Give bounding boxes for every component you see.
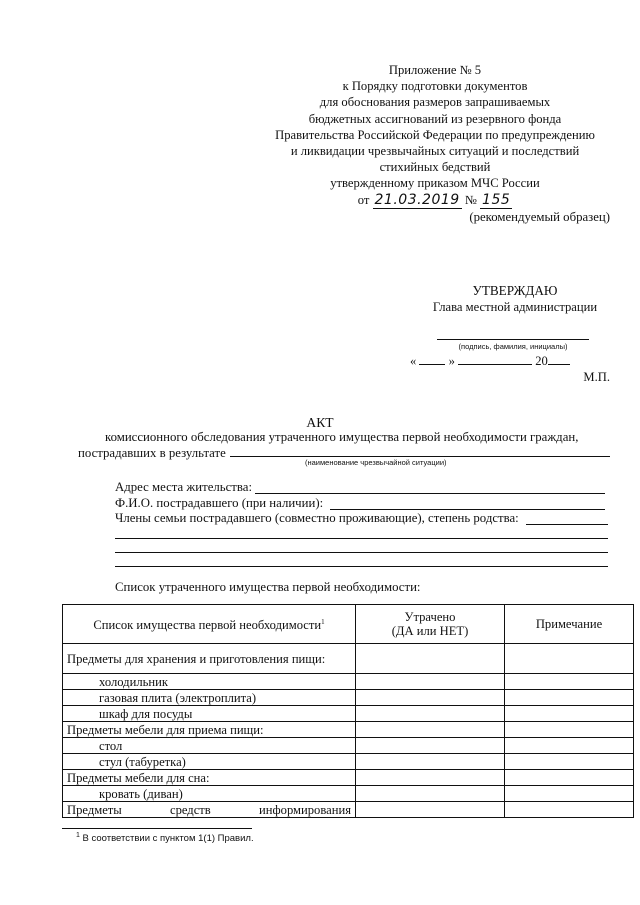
note-cell[interactable] <box>505 706 634 722</box>
row-label: холодильник <box>63 674 356 690</box>
quote-open: « <box>410 354 417 368</box>
row-label: стул (табуретка) <box>63 754 356 770</box>
lost-property-table <box>62 604 634 818</box>
list-title: Список утраченного имущества первой необходимости: <box>115 580 421 594</box>
note-cell[interactable] <box>505 674 634 690</box>
footnote-mark: 1 <box>76 832 80 839</box>
appendix-header <box>240 62 630 208</box>
address-label: Адрес места жительства: <box>115 480 252 494</box>
order-date: 21.03.2019 <box>374 191 460 208</box>
note-cell[interactable] <box>505 738 634 754</box>
number-prefix: № <box>464 192 477 207</box>
recommended-sample: (рекомендуемый образец) <box>469 210 610 224</box>
header-line: Приложение № 5 <box>388 63 482 77</box>
lost-cell[interactable] <box>356 706 505 722</box>
note-cell[interactable] <box>505 722 634 738</box>
header-note: Примечание <box>505 605 634 644</box>
table-row <box>63 738 634 754</box>
month-field[interactable] <box>458 353 532 365</box>
table-row <box>63 674 634 690</box>
year-prefix: 20 <box>535 354 548 368</box>
footnote <box>76 832 254 844</box>
note-cell[interactable] <box>505 754 634 770</box>
fio-field[interactable] <box>330 509 605 510</box>
act-subtitle-2: пострадавших в результате <box>78 446 226 460</box>
row-label: кровать (диван) <box>63 786 356 802</box>
order-number: 155 <box>482 191 511 208</box>
header-line: к Порядку подготовки документов <box>342 79 528 94</box>
family-label: Члены семьи пострадавшего (совместно проживающие), степень родства: <box>115 511 519 525</box>
day-field[interactable] <box>419 353 445 365</box>
footnote-ref: 1 <box>321 618 325 627</box>
approval-date-row <box>410 353 570 369</box>
table-row <box>63 722 634 738</box>
row-label: Предметы средств информирования <box>63 802 356 818</box>
footnote-text: В соответствии с пунктом 1(1) Правил. <box>82 833 254 845</box>
signature-line[interactable] <box>437 339 589 340</box>
lost-cell[interactable] <box>356 674 505 690</box>
order-date-line <box>358 192 513 208</box>
row-label: Предметы мебели для приема пищи: <box>63 722 356 738</box>
row-label: газовая плита (электроплита) <box>63 690 356 706</box>
header-line: для обоснования размеров запрашиваемых <box>319 95 551 110</box>
seal-place: М.П. <box>583 370 610 384</box>
header-line: и ликвидации чрезвычайных ситуаций и последствий <box>290 144 580 159</box>
table-row <box>63 644 634 674</box>
date-prefix: от <box>357 192 370 207</box>
note-cell[interactable] <box>505 770 634 786</box>
note-cell[interactable] <box>505 690 634 706</box>
signature-caption: (подпись, фамилия, инициалы) <box>458 342 568 351</box>
lost-cell[interactable] <box>356 738 505 754</box>
row-label: шкаф для посуды <box>63 706 356 722</box>
approval-title: УТВЕРЖДАЮ <box>472 283 558 298</box>
header-line: утвержденному приказом МЧС России <box>330 176 540 191</box>
lost-cell[interactable] <box>356 722 505 738</box>
header-line: бюджетных ассигнований из резервного фонда <box>308 111 562 126</box>
table-row <box>63 690 634 706</box>
family-field-line[interactable] <box>115 538 608 539</box>
emergency-field[interactable] <box>230 456 610 457</box>
note-cell[interactable] <box>505 644 634 674</box>
row-label: стол <box>63 738 356 754</box>
table-row <box>63 802 634 818</box>
family-field-line[interactable] <box>115 566 608 567</box>
act-title: АКТ <box>306 415 334 430</box>
table-row <box>63 706 634 722</box>
note-cell[interactable] <box>505 786 634 802</box>
lost-cell[interactable] <box>356 754 505 770</box>
lost-cell[interactable] <box>356 786 505 802</box>
table-header-row <box>63 605 634 644</box>
address-field[interactable] <box>255 493 605 494</box>
note-cell[interactable] <box>505 802 634 818</box>
family-field-line[interactable] <box>115 552 608 553</box>
footnote-divider <box>62 828 252 829</box>
header-items: Список имущества первой необходимости$^1$ <box>63 605 356 644</box>
row-label: Предметы мебели для сна: <box>63 770 356 786</box>
lost-cell[interactable] <box>356 644 505 674</box>
table-row <box>63 770 634 786</box>
header-line: стихийных бедствий <box>379 160 491 175</box>
lost-cell[interactable] <box>356 770 505 786</box>
header-line: Правительства Российской Федерации по предупреждению <box>275 127 595 142</box>
lost-cell[interactable] <box>356 690 505 706</box>
family-field[interactable] <box>526 524 608 525</box>
header-lost: Утрачено (ДА или НЕТ) <box>356 605 505 644</box>
emergency-caption: (наименование чрезвычайной ситуации) <box>305 458 447 467</box>
act-subtitle: комиссионного обследования утраченного имущества первой необходимости граждан, <box>105 430 579 444</box>
table-row <box>63 754 634 770</box>
approval-subtitle: Глава местной администрации <box>432 300 598 314</box>
row-label: Предметы для хранения и приготовления пищи: <box>63 644 356 674</box>
lost-cell[interactable] <box>356 802 505 818</box>
quote-close: » <box>448 354 455 368</box>
year-field[interactable] <box>548 353 570 365</box>
table-row <box>63 786 634 802</box>
fio-label: Ф.И.О. пострадавшего (при наличии): <box>115 496 324 510</box>
